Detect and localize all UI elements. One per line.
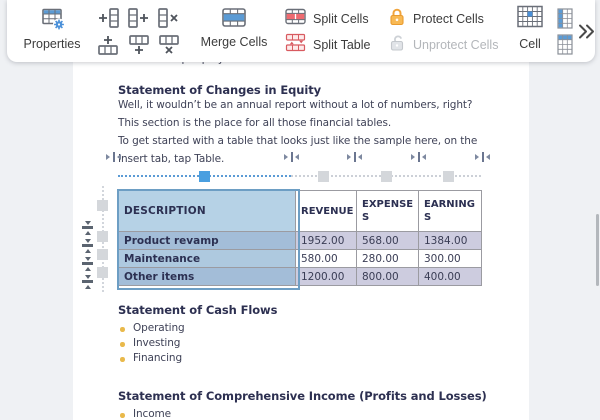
row-drag-handle[interactable] [97,267,108,278]
table-cell[interactable]: Product revamp [119,232,296,250]
column-boundary-marker[interactable] [284,152,299,162]
insert-column-after-button[interactable] [125,5,153,31]
insert-column-before-icon [95,5,121,31]
table-row [119,250,482,268]
split-table-label: Split Table [313,38,371,52]
properties-button[interactable] [13,5,91,59]
financial-table[interactable] [118,190,482,286]
delete-row-button[interactable] [155,32,183,58]
column-boundary-marker[interactable] [347,152,362,162]
insert-row-above-icon [95,32,121,58]
insert-row-below-button[interactable] [125,32,153,58]
table-header-cell[interactable]: EXPENSES [357,191,419,232]
bullet-icon [120,342,125,347]
insert-column-after-icon [126,5,152,31]
insert-row-above-button[interactable] [94,32,122,58]
table-cell[interactable]: Maintenance [119,250,296,268]
column-boundary-marker[interactable] [411,152,426,162]
merge-cells-icon [220,5,248,35]
table-header-cell[interactable]: EARNINGS [419,191,482,232]
merge-cells-button[interactable] [195,5,273,59]
table-cell[interactable]: 300.00 [419,250,482,268]
delete-column-button[interactable] [155,5,183,31]
unprotect-cells-label: Unprotect Cells [413,38,499,52]
table-cell[interactable]: 280.00 [357,250,419,268]
select-row-icon [556,33,574,56]
merge-cells-label: Merge Cells [200,35,268,49]
protect-cells-button[interactable] [387,8,484,30]
paragraph-line: Insert tab, tap Table. [118,153,225,165]
paragraph-line: This section is the place for all those financial tables. [118,117,392,129]
row-drag-handle[interactable] [97,231,108,242]
cell-button[interactable] [510,3,550,59]
table-header-cell[interactable]: REVENUE [296,191,357,232]
list-item: Financing [133,352,183,364]
table-header-cell[interactable]: DESCRIPTION [119,191,296,232]
split-cells-button[interactable] [284,8,369,30]
scrollbar-thumb[interactable] [596,214,600,286]
table-properties-icon [39,5,66,37]
delete-column-icon [156,5,182,31]
column-boundary-marker[interactable] [106,152,121,162]
list-item: Investing [133,337,181,349]
bullet-icon [120,327,125,332]
unlock-icon [387,32,407,58]
double-chevron-right-icon [576,22,596,41]
split-table-icon [284,33,307,57]
column-drag-handle[interactable] [443,171,454,182]
table-cell[interactable]: 400.00 [419,268,482,286]
table-cell[interactable]: 580.00 [296,250,357,268]
delete-row-icon [156,32,182,58]
column-drag-handle[interactable] [318,171,329,182]
table-row [119,232,482,250]
list-item: Operating [133,322,185,334]
table-cell[interactable]: 568.00 [357,232,419,250]
table-cell[interactable]: 1952.00 [296,232,357,250]
table-cell[interactable]: 800.00 [357,268,419,286]
row-drag-handle[interactable] [97,200,108,211]
table-cell[interactable]: 1384.00 [419,232,482,250]
properties-label: Properties [23,37,81,51]
select-column-icon [556,7,574,30]
heading-cash-flows: Statement of Cash Flows [118,303,278,317]
column-boundary-marker[interactable] [475,152,490,162]
row-resize-grip[interactable] [81,257,95,270]
split-cells-icon [284,7,307,31]
table-header-row [119,191,482,232]
bullet-icon [120,357,125,362]
split-table-button[interactable] [284,34,370,56]
table-cell[interactable]: 1200.00 [296,268,357,286]
row-drag-handle[interactable] [97,249,108,260]
table-cell[interactable]: Other items [119,268,296,286]
select-column-button[interactable] [555,6,575,30]
document-page[interactable] [73,0,529,420]
table-tools-toolbar [7,0,595,62]
split-cells-label: Split Cells [313,12,369,26]
row-resize-grip[interactable] [81,275,95,288]
heading-changes-in-equity: Statement of Changes in Equity [118,83,322,97]
cell-label: Cell [519,37,541,51]
insert-row-below-icon [126,32,152,58]
list-item: Income [133,408,172,420]
column-drag-handle[interactable] [381,171,392,182]
insert-column-before-button[interactable] [94,5,122,31]
paragraph-line: Well, it wouldn’t be an annual report without a lot of numbers, right? [118,99,473,111]
paragraph-line: To get started with a table that looks just like the sample here, on the [118,135,478,147]
bullet-icon [120,413,125,418]
table-row [119,268,482,286]
select-row-button[interactable] [555,32,575,56]
protect-cells-label: Protect Cells [413,12,484,26]
column-drag-handle-selected[interactable] [199,171,210,182]
unprotect-cells-button-disabled [387,34,498,56]
row-resize-grip[interactable] [81,221,95,234]
toolbar-overflow-button[interactable] [575,19,597,43]
cell-icon [515,3,545,37]
row-resize-grip[interactable] [81,239,95,252]
lock-icon [387,6,407,32]
heading-comprehensive-income: Statement of Comprehensive Income (Profits and Losses) [118,389,487,403]
